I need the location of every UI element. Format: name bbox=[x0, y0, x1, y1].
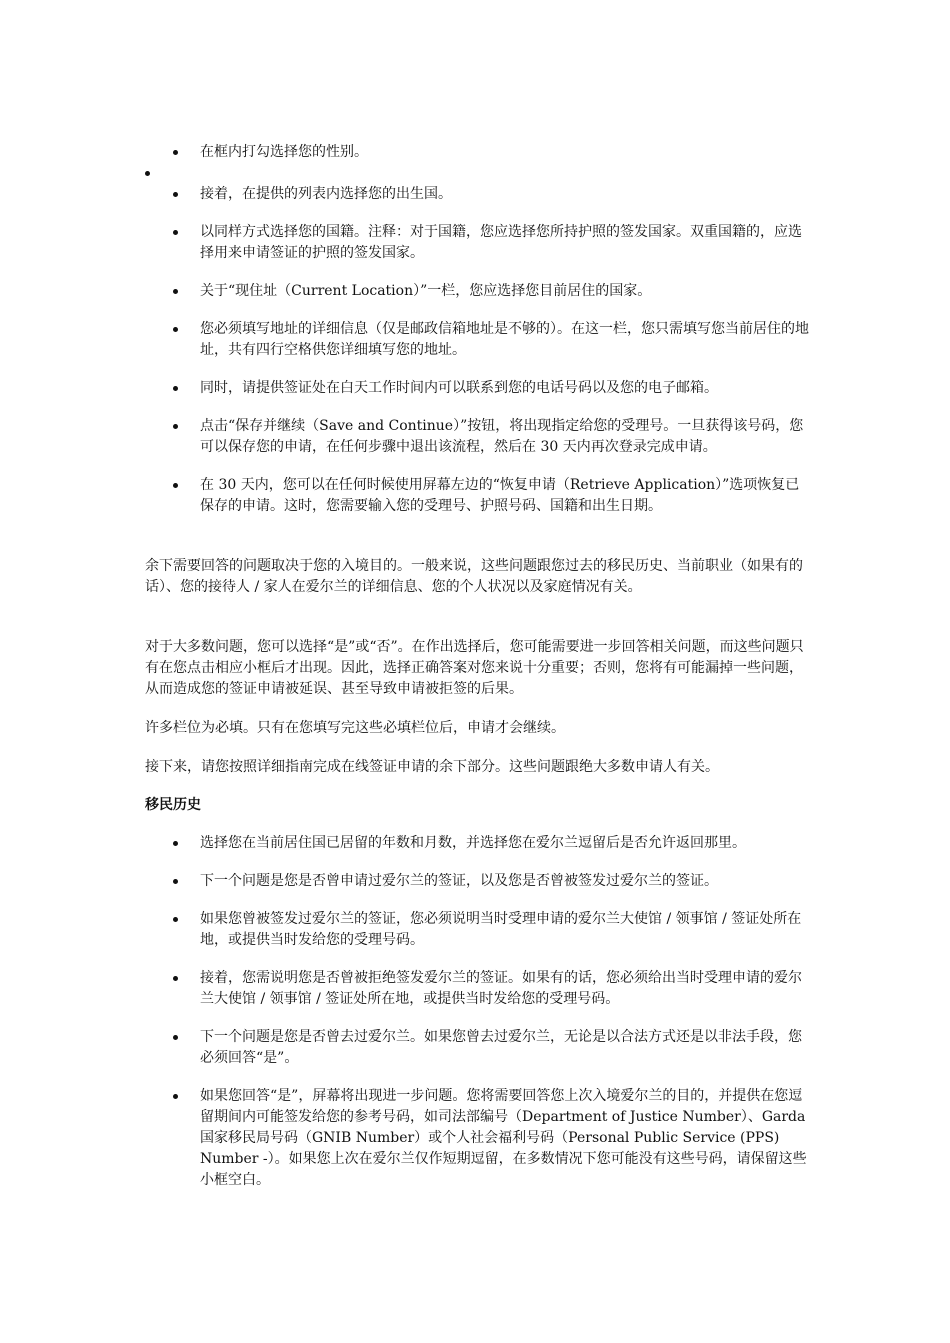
list-item-visa-refused: 接着，您需说明您是否曾被拒绝签发爱尔兰的签证。如果有的话，您必须给出当时受理申请的爱尔兰大使馆 / 领事馆 / 签证处所在地，或提供当时发给您的受理号码。 bbox=[170, 968, 810, 1010]
stray-bullet bbox=[145, 171, 150, 176]
paragraph-purpose: 余下需要回答的问题取决于您的入境目的。一般来说，这些问题跟您过去的移民历史、当前职业（如果有的话）、您的接待人 / 家人在爱尔兰的详细信息、您的个人状况以及家庭情况有关。 bbox=[145, 558, 803, 595]
list-item-current-location: 关于“现住址（Current Location）”一栏，您应选择您目前居住的国家。 bbox=[170, 281, 810, 302]
list-item-further-questions: 如果您回答“是”，屏幕将出现进一步问题。您将需要回答您上次入境爱尔兰的目的，并提供在您逗留期间内可能签发给您的参考号码，如司法部编号（Department of Justice Number）、Garda 国家移民局号码（GNIB Number）或个人社会福利号码（Personal Public Service (PPS) Number -）。如果您上次在爱尔兰仅作短期逗留，在多数情况下您可能没有这些号码，请保留这些小框空白。 bbox=[170, 1086, 810, 1191]
list-item-gender: 在框内打勾选择您的性别。 bbox=[170, 142, 810, 163]
section-heading-immigration-history: 移民历史 bbox=[145, 797, 201, 813]
list-item-address: 您必须填写地址的详细信息（仅是邮政信箱地址是不够的）。在这一栏，您只需填写您当前居住的地址，共有四行空格供您详细填写您的地址。 bbox=[170, 319, 810, 361]
list-item-birth-country: 接着，在提供的列表内选择您的出生国。 bbox=[170, 184, 810, 205]
list-item-contact: 同时，请提供签证处在白天工作时间内可以联系到您的电话号码以及您的电子邮箱。 bbox=[170, 378, 810, 399]
paragraph-mandatory: 许多栏位为必填。只有在您填写完这些必填栏位后，申请才会继续。 bbox=[145, 720, 565, 736]
paragraph-yes-no: 对于大多数问题，您可以选择“是”或“否”。在作出选择后，您可能需要进一步回答相关问题，而这些问题只有在您点击相应小框后才出现。因此，选择正确答案对您来说十分重要；否则，您将有可能漏掉一些问题，从而造成您的签证申请被延误、甚至导致申请被拒签的后果。 bbox=[145, 639, 804, 697]
bullet-list-immigration-history bbox=[170, 833, 810, 1191]
list-item-nationality: 以同样方式选择您的国籍。注释：对于国籍，您应选择您所持护照的签发国家。双重国籍的，应选择用来申请签证的护照的签发国家。 bbox=[170, 222, 810, 264]
list-item-retrieve-application: 在 30 天内，您可以在任何时候使用屏幕左边的“恢复申请（Retrieve Application）”选项恢复已保存的申请。这时，您需要输入您的受理号、护照号码、国籍和出生日期。 bbox=[170, 475, 810, 517]
paragraph-next: 接下来，请您按照详细指南完成在线签证申请的余下部分。这些问题跟绝大多数申请人有关。 bbox=[145, 759, 719, 775]
list-item-visa-issued: 如果您曾被签发过爱尔兰的签证，您必须说明当时受理申请的爱尔兰大使馆 / 领事馆 / 签证处所在地，或提供当时发给您的受理号码。 bbox=[170, 909, 810, 951]
list-item-save-continue: 点击“保存并继续（Save and Continue）”按钮，将出现指定给您的受理号。一旦获得该号码，您可以保存您的申请，在任何步骤中退出该流程，然后在 30 天内再次登录完成申请。 bbox=[170, 416, 810, 458]
bullet-list-personal-details bbox=[170, 142, 810, 517]
list-item-previous-visa: 下一个问题是您是否曾申请过爱尔兰的签证，以及您是否曾被签发过爱尔兰的签证。 bbox=[170, 871, 810, 892]
list-item-residence-duration: 选择您在当前居住国已居留的年数和月数，并选择您在爱尔兰逗留后是否允许返回那里。 bbox=[170, 833, 810, 854]
list-item-visited-ireland: 下一个问题是您是否曾去过爱尔兰。如果您曾去过爱尔兰，无论是以合法方式还是以非法手段，您必须回答“是”。 bbox=[170, 1027, 810, 1069]
